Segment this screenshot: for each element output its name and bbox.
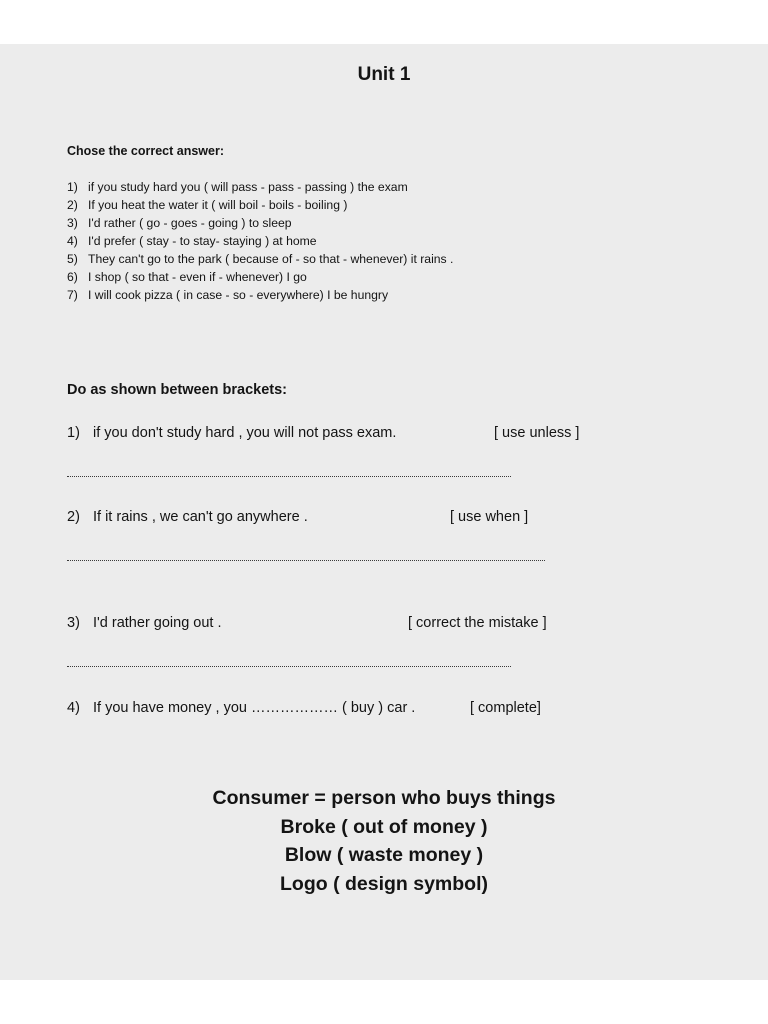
task-sentence-4: [67, 700, 415, 716]
task-sentence-1: [67, 425, 396, 441]
item-text: I'd prefer ( stay - to stay- staying ) at home: [88, 234, 317, 248]
multiple-choice-list: [67, 178, 453, 304]
task-sentence-2: [67, 509, 308, 525]
list-item: [67, 250, 453, 268]
answer-line-1[interactable]: [67, 476, 511, 477]
vocabulary-item: Blow ( waste money ): [284, 844, 484, 866]
task-text: if you don't study hard , you will not pass exam.: [93, 425, 397, 441]
item-number: 7): [67, 288, 78, 302]
vocabulary-item: Consumer = person who buys things: [212, 787, 556, 809]
list-item: [67, 232, 453, 250]
list-item: [67, 178, 453, 196]
section-heading-choose: Chose the correct answer:: [67, 144, 224, 158]
task-sentence-3: [67, 615, 222, 631]
item-text: I will cook pizza ( in case - so - everywhere) I be hungry: [88, 288, 389, 302]
task-hint-3: [ correct the mistake ]: [408, 615, 547, 631]
item-number: 1): [67, 180, 78, 194]
answer-line-2[interactable]: [67, 560, 545, 561]
list-item: [67, 286, 453, 304]
item-number: 3): [67, 615, 80, 631]
task-hint-4: [ complete]: [470, 700, 541, 716]
item-number: 2): [67, 198, 78, 212]
list-item: [67, 196, 453, 214]
task-text: If it rains , we can't go anywhere .: [93, 509, 308, 525]
item-number: 3): [67, 216, 78, 230]
item-text: if you study hard you ( will pass - pass - passing ) the exam: [88, 180, 408, 194]
item-text: If you heat the water it ( will boil - boils - boiling ): [88, 198, 348, 212]
section-heading-brackets: Do as shown between brackets:: [67, 382, 287, 398]
task-text: I'd rather going out .: [93, 615, 222, 631]
vocabulary-item: Broke ( out of money ): [280, 815, 488, 838]
item-text: I shop ( so that - even if - whenever) I go: [88, 270, 307, 284]
item-text: I'd rather ( go - goes - going ) to sleep: [88, 216, 292, 230]
task-text: If you have money , you ……………… ( buy ) car .: [93, 700, 416, 716]
item-number: 4): [67, 234, 78, 248]
item-number: 4): [67, 700, 80, 716]
item-number: 1): [67, 425, 80, 441]
list-item: [67, 268, 453, 286]
item-number: 6): [67, 270, 78, 284]
answer-line-3[interactable]: [67, 666, 511, 667]
item-text: They can't go to the park ( because of - so that - whenever) it rains .: [88, 252, 454, 266]
task-hint-1: [ use unless ]: [494, 425, 580, 441]
worksheet-page: [0, 44, 768, 980]
page-title: Unit 1: [357, 64, 411, 85]
vocabulary-item: Logo ( design symbol): [280, 872, 488, 895]
item-number: 5): [67, 252, 78, 266]
item-number: 2): [67, 509, 80, 525]
vocabulary-list: [0, 784, 768, 898]
list-item: [67, 214, 453, 232]
task-hint-2: [ use when ]: [450, 509, 529, 525]
